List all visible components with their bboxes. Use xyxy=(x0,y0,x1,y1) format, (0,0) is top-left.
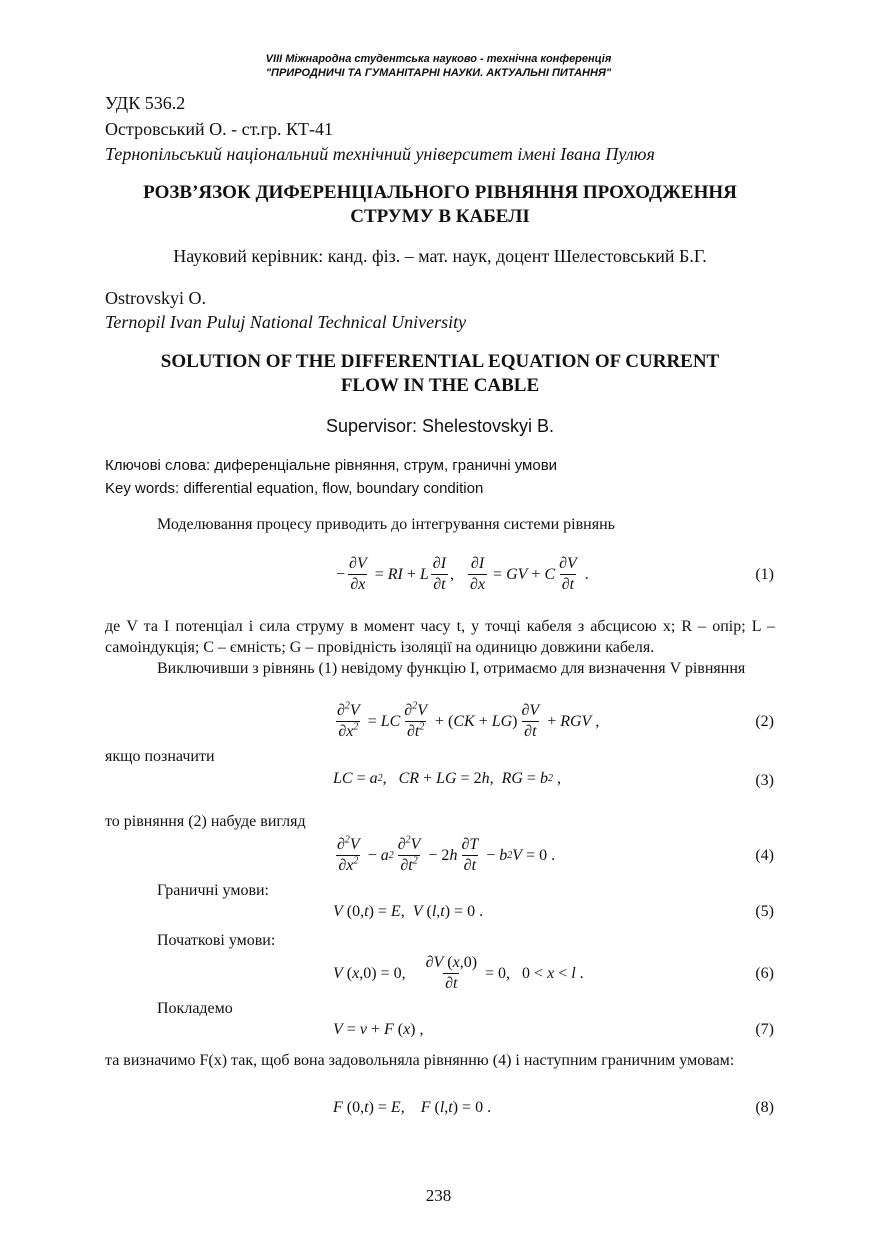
page-number: 238 xyxy=(425,1186,452,1205)
equation-number-5: (5) xyxy=(755,903,774,920)
supervisor-en: Supervisor: Shelestovskyi B. xyxy=(325,416,555,436)
keywords-en: Key words: differential equation, flow, boundary condition xyxy=(105,480,484,497)
equation-1: − $\frac{\partial V}{\partial x}$ = RI + L $\frac{\partial I}{\partial t}$ , $\frac{\partial I}{\partial x}$ = GV + C $\frac{\partial V}{\partial t}$ . xyxy=(336,555,589,593)
title-en-line-2: FLOW IN THE CABLE xyxy=(340,375,540,396)
equation-number-8: (8) xyxy=(755,1099,774,1116)
conference-header-line-2: "ПРИРОДНИЧІ ТА ГУМАНІТАРНІ НАУКИ. АКТУАЛЬНІ ПИТАННЯ" xyxy=(265,67,612,79)
supervisor-ua: Науковий керівник: канд. фіз. – мат. наук, доцент Шелестовський Б.Г. xyxy=(173,246,707,266)
udk-code: УДК 536.2 xyxy=(105,93,186,113)
keywords-ua: Ключові слова: диференціальне рівняння, струм, граничні умови xyxy=(105,457,558,474)
paragraph-2: де V та I потенціал і сила струму в момент часу t, у точці кабеля з абсцисою x; R – опір; L – самоіндукція; C – ємність; G – провідність ізоляції на одиницю довжини кабеля. xyxy=(105,618,775,656)
paragraph-8: Покладемо xyxy=(157,1000,233,1017)
equation-number-1: (1) xyxy=(755,566,774,583)
title-ua-line-1: РОЗВ’ЯЗОК ДИФЕРЕНЦІАЛЬНОГО РІВНЯННЯ ПРОХОДЖЕННЯ xyxy=(143,182,737,203)
equation-number-6: (6) xyxy=(755,965,774,982)
equation-number-4: (4) xyxy=(755,847,774,864)
author-ua: Островський О. - ст.гр. КТ-41 xyxy=(105,119,334,139)
affiliation-ua: Тернопільський національний технічний університет імені Івана Пулюя xyxy=(105,144,655,164)
equation-number-7: (7) xyxy=(755,1021,774,1038)
conference-header-line-1: VIII Міжнародна студентська науково - технічна конференція xyxy=(265,53,612,65)
paragraph-5: то рівняння (2) набуде вигляд xyxy=(105,813,306,830)
equation-4: $\frac{\partial^2V}{\partial x^2}$ − a 2 $\frac{\partial^2V}{\partial t^2}$ − 2 h $\frac{\partial T}{\partial t}$ − b 2 V = 0 . xyxy=(337,834,556,874)
paragraph-3: Виключивши з рівнянь (1) невідому функцію I, отримаємо для визначення V рівняння xyxy=(157,660,746,677)
equation-3: LC = a 2 , CR + LG = 2 h , RG = b 2 , xyxy=(333,770,561,787)
paragraph-4: якщо позначити xyxy=(105,748,215,765)
paragraph-7: Початкові умови: xyxy=(157,932,276,949)
paragraph-6: Граничні умови: xyxy=(157,882,269,899)
title-ua-line-2: СТРУМУ В КАБЕЛІ xyxy=(350,206,530,227)
title-en-line-1: SOLUTION OF THE DIFFERENTIAL EQUATION OF CURRENT xyxy=(160,351,720,372)
equation-7: V = v + F ( x ) , xyxy=(333,1021,424,1038)
conference-header xyxy=(0,52,877,80)
equation-number-2: (2) xyxy=(755,713,774,730)
equation-5: V (0, t ) = E , V ( l , t ) = 0 . xyxy=(333,903,484,920)
author-en: Ostrovskyi O. xyxy=(105,288,207,308)
affiliation-en: Ternopil Ivan Puluj National Technical University xyxy=(105,312,467,332)
equation-2: $\frac{\partial^2V}{\partial x^2}$ = LC $\frac{\partial^2V}{\partial t^2}$ + ( CK + LG ) $\frac{\partial V}{\partial t}$ + RGV , xyxy=(337,700,600,740)
title-ua xyxy=(105,181,775,229)
equation-8: F (0, t ) = E , F ( l , t ) = 0 . xyxy=(333,1099,492,1116)
equation-6: V ( x ,0) = 0, $\frac{\partial V (x,0)}{\partial t}$ = 0, 0 < x < l . xyxy=(333,954,584,992)
title-en xyxy=(105,350,775,398)
equation-number-3: (3) xyxy=(755,772,774,789)
paragraph-1: Моделювання процесу приводить до інтегрування системи рівнянь xyxy=(157,516,615,533)
paragraph-9: та визначимо F(x) так, щоб вона задовольняла рівнянню (4) і наступним граничним умовам: xyxy=(105,1052,735,1069)
